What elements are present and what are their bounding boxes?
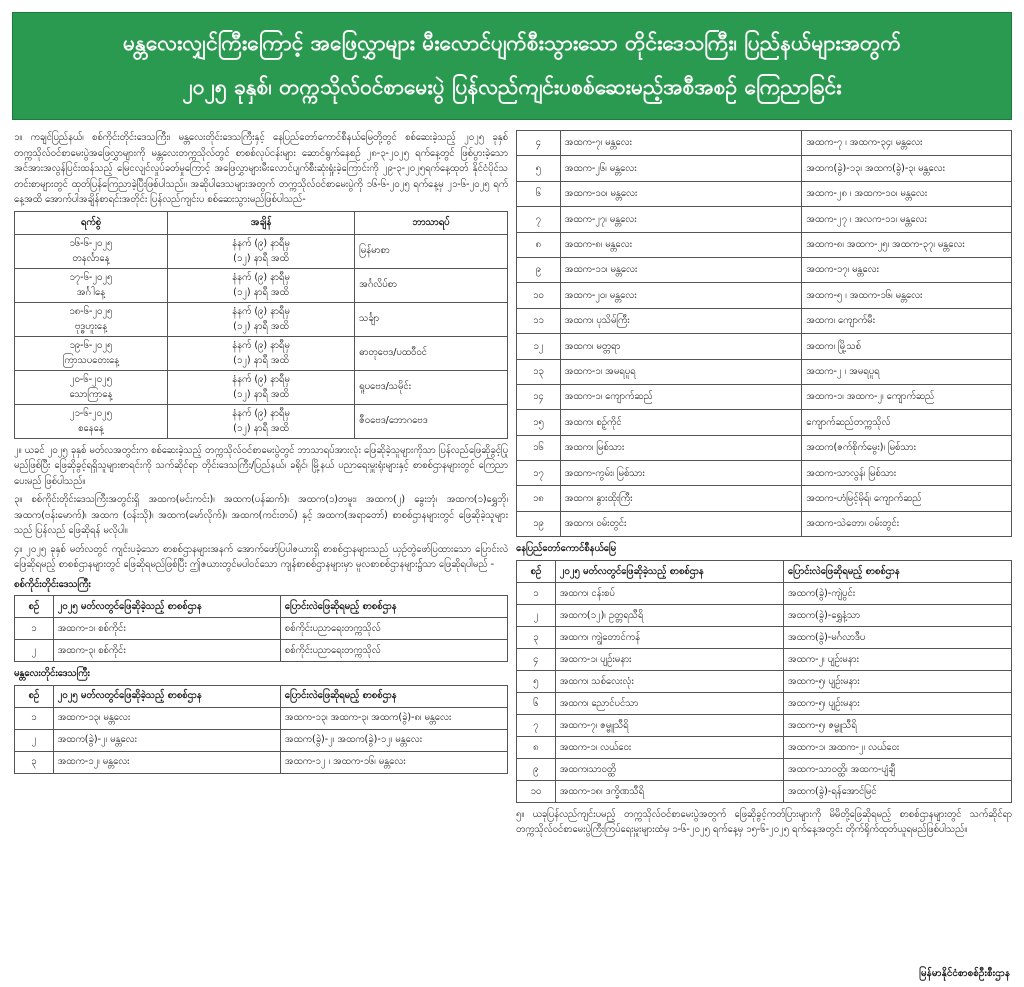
- new-center: အထက(ခွဲ)-၁၃၊ အထက(ခွဲ)-၃၊ မန္တလေး: [802, 156, 1012, 181]
- schedule-time-end: (၁၂) နာရီ အထိ: [233, 287, 289, 298]
- schedule-row: [15, 336, 508, 370]
- original-center: အထက၊ ကျွဲတောင်ကန်: [555, 626, 783, 648]
- new-center: အထက(ခွဲ)-မင်္ဂလာဒီပ: [783, 626, 1011, 648]
- new-center: အထက-၈၊ အထက-၂၅၊ အထက-၃၇၊ မန္တလေး: [802, 232, 1012, 257]
- new-center: အထက-၅၊ ဇမ္ဗူသီရိ: [783, 714, 1011, 736]
- original-center: အထက-ကွမ်း၊ မြစ်သား: [560, 461, 802, 486]
- paragraph-5: ၅။ ယခုပြန်လည်ကျင်းပမည့် တက္ကသိုလ်ဝင်စာမေးပွဲအတွက် ဖြေဆိုခွင့်ကတ်ပြားများကို မိမိတို့ဖြေဆိုရမည့် စာစစ်ဌာနများတွင် သက်ဆိုင်ရာ တက္ကသိုလ်ဝင်စာမေးပွဲကြီးကြပ်ရေးမှူးများထံမှ ၁-၆-၂၀၂၅ ရက်နေ့မှ ၁၅-၆-၂၀၂၅ ရက်နေ့အတွင်း တိုက်ရိုက်ထုတ်ယူရမည်ဖြစ်ပါသည်။: [516, 808, 1012, 836]
- table-row: [517, 181, 1012, 206]
- schedule-subject: မြန်မာစာ: [355, 234, 508, 268]
- table-row: [517, 410, 1012, 435]
- schedule-time-cell: [167, 370, 354, 404]
- row-no: ၇: [517, 714, 556, 736]
- schedule-date: ၁၇-၆-၂၀၂၅: [69, 271, 113, 283]
- schedule-date-cell: [15, 404, 168, 438]
- original-center: အထက၊ မြစ်သား: [560, 435, 802, 460]
- schedule-date: ၂၀-၆-၂၀၂၅: [69, 373, 113, 385]
- table-row: [517, 359, 1012, 384]
- new-center: အထက၊ မြို့သစ်: [802, 334, 1012, 359]
- row-no: ၁၀: [517, 283, 561, 308]
- schedule-time-start: နံနက် (၉) နာရီမှ: [232, 339, 290, 351]
- original-center: အထက၊ ပုသိမ်ကြီး: [560, 308, 802, 333]
- new-center: စစ်ကိုင်းပညာရေးတက္ကသိုလ်: [280, 618, 507, 640]
- row-no: ၁: [15, 618, 54, 640]
- schedule-date-cell: [15, 234, 168, 268]
- table-row: [517, 257, 1012, 282]
- new-center: အထက-၅၊ ပျဉ်းမနား: [783, 692, 1011, 714]
- new-center: အထက-၅ ၊ အထက-၁၆၊ မန္တလေး: [802, 283, 1012, 308]
- schedule-time-start: နံနက် (၉) နာရီမှ: [232, 407, 290, 419]
- row-no: ၄: [517, 648, 556, 670]
- row-no: ၁၃: [517, 359, 561, 384]
- row-no: ၄: [517, 131, 561, 156]
- row-no: ၂: [15, 640, 54, 662]
- table-row: [517, 670, 1012, 692]
- schedule-header-time: အချိန်: [167, 211, 354, 234]
- new-center: စစ်ကိုင်းပညာရေးတက္ကသိုလ်: [280, 640, 507, 662]
- table-row: [15, 729, 508, 751]
- schedule-date-cell: [15, 370, 168, 404]
- new-center: အထက-၂၈ ၊ အထက-၁၀၊ မန္တလေး: [802, 181, 1012, 206]
- row-no: ၁၅: [517, 410, 561, 435]
- new-center: အထက(ခွဲ)-ကျဲပွင်း: [783, 582, 1011, 604]
- table-row: [517, 648, 1012, 670]
- table-row: [517, 511, 1012, 536]
- sagaing-centers-table: [14, 595, 508, 662]
- new-center: အထက-၁၂ ၊ အထက-၁၆၊ မန္တလေး: [280, 751, 507, 773]
- row-no: ၁: [517, 582, 556, 604]
- centers-header-row: [517, 560, 1012, 582]
- table-row: [517, 207, 1012, 232]
- schedule-row: [15, 268, 508, 302]
- schedule-day: တနင်္လာနေ့: [72, 253, 110, 264]
- table-row: [517, 283, 1012, 308]
- original-center: အထက-၇၊ ဇမ္ဗူသီရိ: [555, 714, 783, 736]
- schedule-subject: ဓာတုဗေဒ/ပထဝီဝင်: [355, 336, 508, 370]
- header-no: စဉ်: [15, 685, 54, 707]
- schedule-subject: အင်္ဂလိပ်စာ: [355, 268, 508, 302]
- sagaing-heading: စစ်ကိုင်းတိုင်းဒေသကြီး: [14, 578, 91, 590]
- row-no: ၁၀: [517, 780, 556, 802]
- table-row: [517, 582, 1012, 604]
- row-no: ၆: [517, 181, 561, 206]
- new-center: အထက(ခွဲ)-၂၊ အထက(ခွဲ)-၁၂၊ မန္တလေး: [280, 729, 507, 751]
- original-center: အထက-၃၊ စစ်ကိုင်း: [53, 640, 280, 662]
- schedule-subject: ရူပဗေဒ/သမိုင်း: [355, 370, 508, 404]
- table-row: [517, 232, 1012, 257]
- naypyitaw-centers-table: [516, 560, 1012, 803]
- table-row: [517, 758, 1012, 780]
- new-center: အထက(ခွဲ)-ရန်အောင်မြင်: [783, 780, 1011, 802]
- new-center: အထက-၂၊ ပျဉ်းမနား: [783, 648, 1011, 670]
- schedule-time-start: နံနက် (၉) နာရီမှ: [232, 271, 290, 283]
- schedule-row: [15, 370, 508, 404]
- original-center: အထက-၇၊ မန္တလေး: [560, 131, 802, 156]
- schedule-time-cell: [167, 336, 354, 370]
- table-row: [517, 486, 1012, 511]
- new-center: အထက-၂၇ ၊ အလက-၁၁၊ မန္တလေး: [802, 207, 1012, 232]
- schedule-subject: ဇီဝဗေဒ/ဘောဂဗေဒ: [355, 404, 508, 438]
- schedule-row: [15, 302, 508, 336]
- schedule-date-cell: [15, 302, 168, 336]
- schedule-time-cell: [167, 234, 354, 268]
- row-no: ၈: [517, 232, 561, 257]
- original-center: အထက-၁၁၊ မန္တလေး: [560, 257, 802, 282]
- schedule-date-cell: [15, 336, 168, 370]
- left-column: [14, 130, 508, 778]
- header-new-center: ပြောင်းလဲဖြေဆိုရမည့် စာစစ်ဌာန: [280, 596, 507, 618]
- schedule-date: ၁၆-၆-၂၀၂၅: [69, 237, 113, 249]
- header-no: စဉ်: [517, 560, 556, 582]
- title-line-1: မန္တလေးလျှင်ကြီးကြောင့် အဖြေလွှာများ မီးလောင်ပျက်စီးသွားသော တိုင်းဒေသကြီး၊ ပြည်နယ်များအတွက်: [123, 31, 901, 55]
- row-no: ၅: [517, 670, 556, 692]
- new-center: အထက-၁၊ အထက-၂၊ ကျောက်ဆည်: [802, 384, 1012, 409]
- new-center: အထက-၂ ၊ အမရပူရ: [802, 359, 1012, 384]
- table-row: [517, 131, 1012, 156]
- schedule-time-start: နံနက် (၉) နာရီမှ: [232, 373, 290, 385]
- table-row: [15, 707, 508, 729]
- row-no: ၉: [517, 758, 556, 780]
- new-center: ကျောက်ဆည်တက္ကသိုလ်: [802, 410, 1012, 435]
- table-row: [15, 618, 508, 640]
- schedule-time-end: (၁၂) နာရီ အထိ: [233, 423, 289, 434]
- original-center: အထက-၁၊ အမရပူရ: [560, 359, 802, 384]
- schedule-row: [15, 234, 508, 268]
- table-row: [517, 780, 1012, 802]
- original-center: အထက၊ မတ္တရာ: [560, 334, 802, 359]
- schedule-day: အင်္ဂါနေ့: [76, 287, 106, 298]
- original-center: အထက-၁၊ လယ်ဝေး: [555, 736, 783, 758]
- row-no: ၂: [517, 604, 556, 626]
- schedule-time-start: နံနက် (၉) နာရီမှ: [232, 305, 290, 317]
- original-center: အထက၊ ဝမ်းတွင်း: [560, 511, 802, 536]
- original-center: အထက-၂၀၊ မန္တလေး: [560, 283, 802, 308]
- row-no: ၁: [15, 707, 54, 729]
- new-center: အထက-၁၊ အထက-၂၊ လယ်ဝေး: [783, 736, 1011, 758]
- schedule-time-end: (၁၂) နာရီ အထိ: [233, 253, 289, 264]
- schedule-header-row: [15, 211, 508, 234]
- original-center: အထက-၁၊ ပျဉ်းမနား: [555, 648, 783, 670]
- new-center: အထက-၁၇၊ မန္တလေး: [802, 257, 1012, 282]
- row-no: ၅: [517, 156, 561, 181]
- table-row: [517, 435, 1012, 460]
- new-center: အထက(ဇက်စိုက်မွေး)၊ မြစ်သား: [802, 435, 1012, 460]
- row-no: ၃: [15, 751, 54, 773]
- original-center: အထက-၁၂၊ မန္တလေး: [53, 751, 280, 773]
- row-no: ၂: [15, 729, 54, 751]
- original-center: အထက-၂၇၊ မန္တလေး: [560, 207, 802, 232]
- exam-schedule-table: [14, 211, 508, 439]
- paragraph-4: ၄။ ၂၀၂၅ ခုနှစ် မတ်လတွင် ကျင်းပခဲ့သော စာစစ်ဌာနများအနက် အောက်ဖော်ပြပါဇယားရှိ စာစစ်ဌာနများသည် ယှဉ်တွဲဖော်ပြထားသော ပြောင်းလဲဖြေဆိုရမည့် စာစစ်ဌာနများတွင် ဖြေဆိုရမည်ဖြစ်ပြီး ဤဇယားတွင်မပါဝင်သော ကျန်စာစစ်ဌာနများမှာ မူလစာစစ်ဌာနများ၌သာ ဖြေဆိုရပါမည် -: [14, 543, 508, 570]
- new-center: အထက(ခွဲ)-ရွှေနံ့သာ: [783, 604, 1011, 626]
- new-center: အထက-၁၃၊ အထက-၃၊ အထက(ခွဲ)-၈၊ မန္တလေး: [280, 707, 507, 729]
- schedule-day: ကြာသပတေးနေ့: [62, 355, 120, 366]
- header-original-center: ၂၀၂၅ မတ်လတွင်ဖြေဆိုခဲ့သည့် စာစစ်ဌာန: [53, 685, 280, 707]
- table-row: [517, 604, 1012, 626]
- centers-header-row: [15, 596, 508, 618]
- schedule-date-cell: [15, 268, 168, 302]
- table-row: [517, 736, 1012, 758]
- original-center: အထက-၁၀၊ မန္တလေး: [560, 181, 802, 206]
- table-row: [517, 308, 1012, 333]
- new-center: အထက-ဟံမြင့်မိုရ်၊ ကျောက်ဆည်: [802, 486, 1012, 511]
- mandalay-heading: မန္တလေးတိုင်းဒေသကြီး: [14, 668, 90, 679]
- original-center: အထက-၁၊ စစ်ကိုင်း: [53, 618, 280, 640]
- mandalay-centers-table-part1: [14, 685, 508, 774]
- schedule-header-subject: ဘာသာရပ်: [355, 211, 508, 234]
- new-center: အထက-သဲတော၊ ဝမ်းတွင်း: [802, 511, 1012, 536]
- table-row: [517, 461, 1012, 486]
- row-no: ၆: [517, 692, 556, 714]
- row-no: ၁၆: [517, 435, 561, 460]
- mandalay-centers-table-part2: [516, 130, 1012, 537]
- table-row: [517, 334, 1012, 359]
- issuing-department-signature: မြန်မာနိုင်ငံစာစစ်ဦးစီးဌာန: [919, 968, 1010, 979]
- original-center: အထက-၁၈၊ ဒက္ခိဏသီရိ: [555, 780, 783, 802]
- schedule-subject: သင်္ချာ: [355, 302, 508, 336]
- schedule-time-start: နံနက် (၉) နာရီမှ: [232, 237, 290, 249]
- table-row: [517, 692, 1012, 714]
- schedule-date: ၁၈-၆-၂၀၂၅: [69, 305, 113, 317]
- original-center: အထက၊သာဝတ္ထိ: [555, 758, 783, 780]
- table-row: [15, 751, 508, 773]
- row-no: ၁၉: [517, 511, 561, 536]
- row-no: ၈: [517, 736, 556, 758]
- original-center: အထက၊ စဉ့်ကိုင်: [560, 410, 802, 435]
- schedule-time-end: (၁၂) နာရီ အထိ: [233, 321, 289, 332]
- row-no: ၉: [517, 257, 561, 282]
- centers-header-row: [15, 685, 508, 707]
- original-center: အထက၊ နွားထိုးကြီး: [560, 486, 802, 511]
- row-no: ၃: [517, 626, 556, 648]
- schedule-date: ၁၉-၆-၂၀၂၅: [69, 339, 113, 351]
- new-center: အထက-သာလွန်၊ မြစ်သား: [802, 461, 1012, 486]
- original-center: အထက-၁၊ ကျောက်ဆည်: [560, 384, 802, 409]
- row-no: ၁၈: [517, 486, 561, 511]
- header-new-center: ပြောင်းလဲဖြေဆိုရမည့် စာစစ်ဌာန: [280, 685, 507, 707]
- table-row: [517, 714, 1012, 736]
- header-new-center: ပြောင်းလဲဖြေဆိုရမည့် စာစစ်ဌာန: [783, 560, 1011, 582]
- schedule-time-end: (၁၂) နာရီ အထိ: [233, 355, 289, 366]
- table-row: [15, 640, 508, 662]
- schedule-time-cell: [167, 268, 354, 302]
- header-original-center: ၂၀၂၅ မတ်လတွင်ဖြေဆိုခဲ့သည့် စာစစ်ဌာန: [555, 560, 783, 582]
- original-center: အထက(ခွဲ)-၂၊ မန္တလေး: [53, 729, 280, 751]
- original-center: အထက၊ ငန်းစပ်: [555, 582, 783, 604]
- paragraph-2: ၂။ ယခင် ၂၀၂၅ ခုနှစ် မတ်လအတွင်းက စစ်ဆေးခဲ့သည့် တက္ကသိုလ်ဝင်စာမေးပွဲတွင် ဘာသာရပ်အားလုံး ဖြေဆိုခဲ့သူများကိုသာ ပြန်လည်ဖြေဆိုခွင့်ပြုမည်ဖြစ်ပြီး ဖြေဆိုခွင့်ရရှိသူများစာရင်းကို သက်ဆိုင်ရာ တိုင်းဒေသကြီး/ပြည်နယ်၊ ခရိုင်၊ မြို့နယ် ပညာရေးမှူးရုံးများနှင့် စာစစ်ဌာနများတွင် ကြေညာပေးမည် ဖြစ်ပါသည်။: [14, 444, 508, 487]
- original-center: အထက-၁၃၊ မန္တလေး: [53, 707, 280, 729]
- table-row: [517, 384, 1012, 409]
- paragraph-3: ၃။ စစ်ကိုင်းတိုင်းဒေသကြီးအတွင်းရှိ အထက(မင်းကင်း)၊ အထက(ပန်ဆက်)၊ အထက(၁)တမူး၊ အထက(၂) ခွေးဘုံ၊ အထက(၁)ရွှေဘို၊ အထက(ဗန်းမောက်)၊ အထက (ဝန်းသို)၊ အထက(မော်လိုက်)၊ အထက(ကင်းတပ်) နှင့် အထက(အရာတော်) စာစစ်ဌာနများတွင် ဖြေဆိုခဲ့သူများသည် ပြန်လည် ဖြေဆိုရန် မလိုပါ။: [14, 494, 508, 536]
- row-no: ၁၄: [517, 384, 561, 409]
- row-no: ၁၇: [517, 461, 561, 486]
- schedule-date: ၂၁-၆-၂၀၂၅: [69, 407, 113, 419]
- original-center: အထက-၂၆၊ မန္တလေး: [560, 156, 802, 181]
- new-center: အထက-သာဝတ္ထိ၊ အထက-ပျံချီ: [783, 758, 1011, 780]
- row-no: ၇: [517, 207, 561, 232]
- original-center: အထက၊ ညောင်ပင်သာ: [555, 692, 783, 714]
- schedule-time-cell: [167, 302, 354, 336]
- right-column: [516, 130, 1012, 841]
- schedule-day: စနေနေ့: [78, 423, 104, 434]
- original-center: အထက၊ သစ်လေးလုံး: [555, 670, 783, 692]
- table-row: [517, 626, 1012, 648]
- original-center: အထက(၁၂)၊ ဥတ္တရသီရိ: [555, 604, 783, 626]
- header-original-center: ၂၀၂၅ မတ်လတွင်ဖြေဆိုခဲ့သည့် စာစစ်ဌာန: [53, 596, 280, 618]
- new-center: အထက၊ ကျောက်မီး: [802, 308, 1012, 333]
- schedule-row: [15, 404, 508, 438]
- schedule-day: ဗုဒ္ဓဟူးနေ့: [74, 321, 107, 332]
- schedule-time-end: (၁၂) နာရီ အထိ: [233, 389, 289, 400]
- schedule-header-date: ရက်စွဲ: [15, 211, 168, 234]
- naypyitaw-heading: နေပြည်တော်ကောင်စီနယ်မြေ: [516, 543, 617, 555]
- schedule-time-cell: [167, 404, 354, 438]
- table-row: [517, 156, 1012, 181]
- title-line-2: ၂၀၂၅ ခုနှစ်၊ တက္ကသိုလ်ဝင်စာမေးပွဲ ပြန်လည်ကျင်းပစစ်ဆေးမည့်အစီအစဉ် ကြေညာခြင်း: [182, 75, 842, 99]
- schedule-day: သောကြာနေ့: [69, 389, 113, 400]
- row-no: ၁၁: [517, 308, 561, 333]
- row-no: ၁၂: [517, 334, 561, 359]
- header-no: စဉ်: [15, 596, 54, 618]
- paragraph-1: ၁။ ကချင်ပြည်နယ်၊ စစ်ကိုင်းတိုင်းဒေသကြီး၊ မန္တလေးတိုင်းဒေသကြီးနှင့် နေပြည်တော်ကောင်စီနယ်မြေတို့တွင် စစ်ဆေးခဲ့သည့် ၂၀၂၅ ခုနှစ် တက္ကသိုလ်ဝင်စာမေးပွဲအဖြေလွှာများကို မန္တလေးတက္ကသိုလ်တွင် စာစစ်လုပ်ငန်းများ ဆောင်ရွက်နေစဉ် ၂၈-၃-၂၀၂၅ ရက်နေ့တွင် ဖြစ်ပွားခဲ့သော အင်အားအလွန်ပြင်းထန်သည့် မြေငလျင်လှုပ်ခတ်မှုကြောင့် အဖြေလွှာများမီးလောင်ပျက်စီးဆုံးရှုံးခဲ့ကြောင်းကို ၂၉-၃-၂၀၂၅ရက်နေ့ထုတ် နိုင်ငံပိုင်သတင်းစာများတွင် ထုတ်ပြန်ကြေညာခဲ့ပြီးဖြစ်ပါသည်။ အဆိုပါဒေသများအတွက် တက္ကသိုလ်ဝင်စာမေးပွဲကို ၁၆-၆-၂၀၂၅ ရက်နေ့မှ ၂၁-၆-၂၀၂၅ ရက်နေ့အထိ အောက်ပါအချိန်စာရင်းအတိုင်း ပြန်လည်ကျင်းပ စစ်ဆေးသွားမည်ဖြစ်ပါသည်-: [14, 132, 508, 205]
- new-center: အထက-၇ ၊ အထက-၃၄၊ မန္တလေး: [802, 131, 1012, 156]
- announcement-title-banner: [12, 12, 1012, 120]
- new-center: အထက-၅၊ ပျဉ်းမနား: [783, 670, 1011, 692]
- original-center: အထက-၈၊ မန္တလေး: [560, 232, 802, 257]
